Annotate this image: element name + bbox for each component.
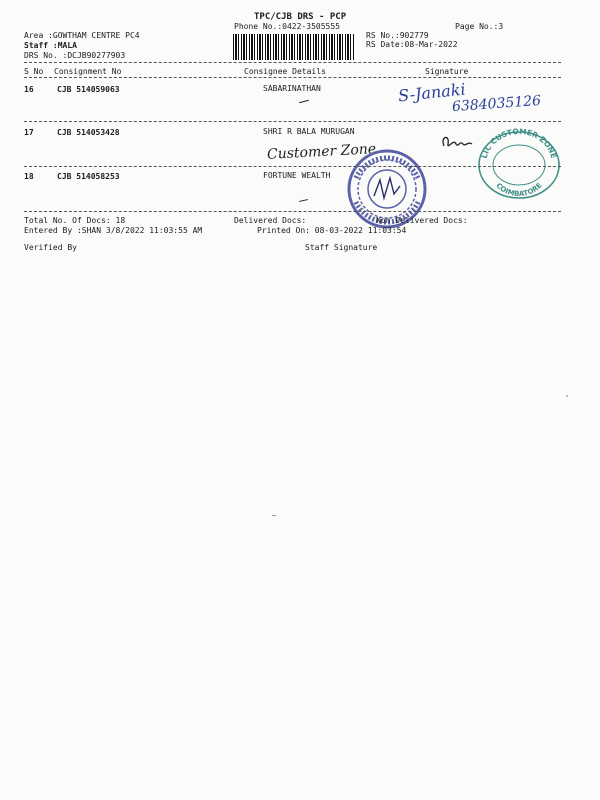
divider xyxy=(24,62,561,63)
row-sno: 17 xyxy=(24,128,34,137)
area-label: Area :GOWTHAM CENTRE PC4 xyxy=(24,31,140,40)
total-docs: Total No. Of Docs: 18 xyxy=(24,216,126,225)
drs-number: DRS No. :DCJB90277903 xyxy=(24,51,126,60)
column-sno: S No xyxy=(24,67,44,76)
row-sno: 18 xyxy=(24,172,34,181)
column-consignment: Consignment No xyxy=(54,67,122,76)
rs-number: RS No.:902779 xyxy=(366,31,429,40)
verified-by: Verified By xyxy=(24,243,77,252)
staff-signature: Staff Signature xyxy=(305,243,378,252)
tick-mark xyxy=(299,199,308,202)
scan-speck xyxy=(566,395,568,397)
row-consignment: CJB 514053428 xyxy=(57,128,120,137)
row-consignee: FORTUNE WEALTH xyxy=(263,171,331,180)
non-delivered-docs: Non Delivered Docs: xyxy=(376,216,468,225)
stamp-bottom-text: COIMBATORE xyxy=(494,181,544,199)
scan-speck xyxy=(272,515,276,516)
document-title: TPC/CJB DRS - PCP xyxy=(254,12,347,22)
delivered-docs: Delivered Docs: xyxy=(234,216,307,225)
column-signature: Signature xyxy=(425,67,469,76)
divider xyxy=(24,211,561,212)
divider xyxy=(24,121,561,122)
lic-stamp xyxy=(476,128,562,198)
row-consignment: CJB 514058253 xyxy=(57,172,120,181)
page-number: Page No.:3 xyxy=(455,22,504,31)
stamp-top-text: LIC CUSTOMER ZONE xyxy=(479,126,559,160)
printed-on: Printed On: 08-03-2022 11:03:54 xyxy=(257,226,407,235)
handwritten-note: Customer Zone xyxy=(266,141,377,163)
divider xyxy=(24,77,561,78)
staff-label: Staff :MALA xyxy=(24,41,77,50)
barcode xyxy=(233,34,355,60)
row-sno: 16 xyxy=(24,85,34,94)
divider xyxy=(24,166,561,167)
row-consignee: SHRI R BALA MURUGAN xyxy=(263,127,355,136)
handwritten-name: S-Janaki xyxy=(397,79,467,106)
row-consignee: SABARINATHAN xyxy=(263,84,321,93)
phone-number: Phone No.:0422-3505555 xyxy=(234,22,340,31)
handwritten-phone: 6384035126 xyxy=(451,92,542,116)
column-consignee: Consignee Details xyxy=(244,67,326,76)
tick-mark xyxy=(299,100,309,104)
row-consignment: CJB 514059063 xyxy=(57,85,120,94)
signature-scribble xyxy=(438,132,478,154)
entered-by: Entered By :SHAN 3/8/2022 11:03:55 AM xyxy=(24,226,203,235)
rs-date: RS Date:08-Mar-2022 xyxy=(366,40,458,49)
